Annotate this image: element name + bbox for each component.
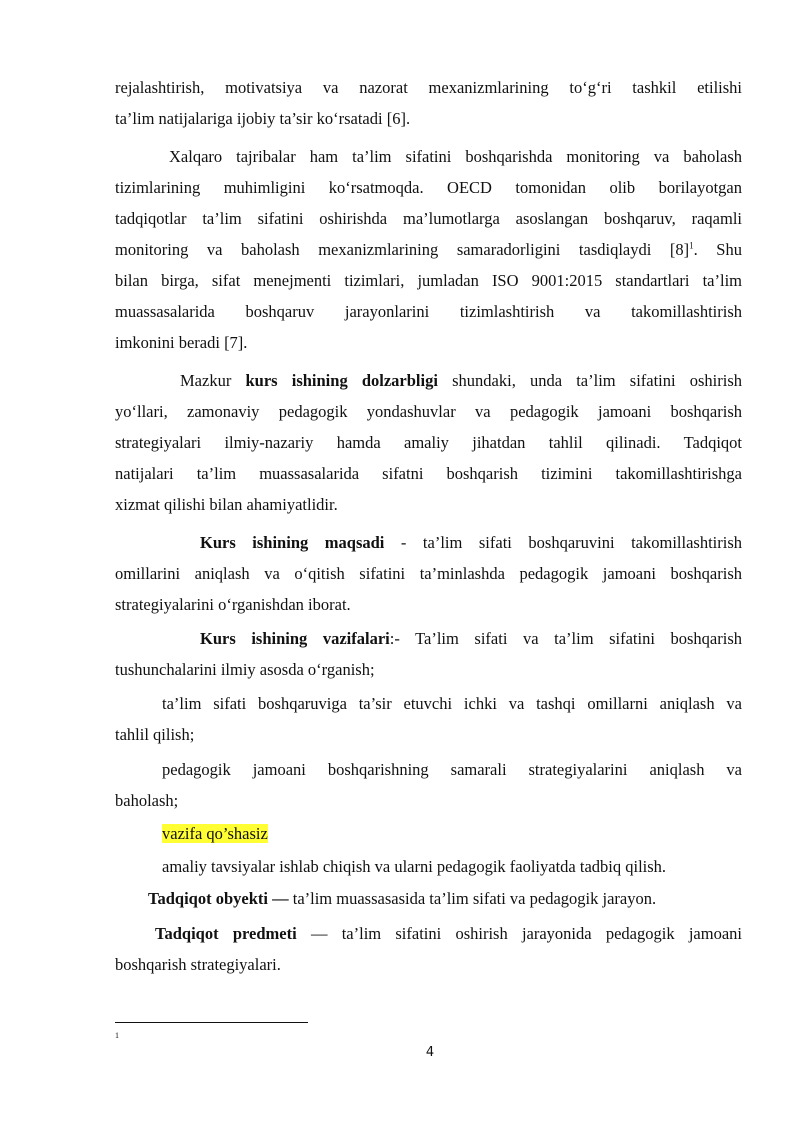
- paragraph-line: tizimlarining muhimligini ko‘rsatmoqda. OECD tomonidan olib borilayotgan: [115, 178, 742, 197]
- paragraph-line: ta’lim sifati boshqaruviga ta’sir etuvchi ichki va tashqi omillarni aniqlash va: [162, 694, 742, 713]
- paragraph-line: natijalari ta’lim muassasalarida sifatni boshqarish tizimini takomillashtirishga: [115, 464, 742, 483]
- paragraph-line: tushunchalarini ilmiy asosda o‘rganish;: [115, 660, 375, 679]
- paragraph-line: [200, 527, 742, 558]
- paragraph-line: [180, 365, 742, 396]
- paragraph-text: . Shu: [693, 240, 742, 259]
- paragraph-text: monitoring va baholash mexanizmlarining samaradorligini tasdiqlaydi [8]: [115, 240, 690, 259]
- paragraph-line: baholash;: [115, 791, 179, 810]
- paragraph-line: [148, 883, 742, 914]
- paragraph-line: boshqarish strategiyalari.: [115, 955, 281, 974]
- paragraph-text: :- Ta’lim sifati va ta’lim sifatini boshqarish: [389, 629, 742, 648]
- bold-term: Tadqiqot obyekti —: [148, 889, 289, 908]
- paragraph-line: xizmat qilishi bilan ahamiyatlidir.: [115, 495, 338, 514]
- paragraph-text: Mazkur: [180, 371, 246, 390]
- paragraph-line: Xalqaro tajribalar ham ta’lim sifatini boshqarishda monitoring va baholash: [169, 147, 742, 166]
- paragraph-line: muassasalarida boshqaruv jarayonlarini tizimlashtirish va takomillashtirish: [115, 302, 742, 321]
- footnote-reference[interactable]: 1: [689, 240, 694, 251]
- footnote-number: 1: [115, 1031, 119, 1040]
- paragraph-line: [200, 623, 742, 654]
- paragraph-line: [115, 234, 742, 265]
- paragraph-line: strategiyalarini o‘rganishdan iborat.: [115, 595, 351, 614]
- paragraph-line: imkonini beradi [7].: [115, 333, 248, 352]
- paragraph-text: ta’lim muassasasida ta’lim sifati va pedagogik jarayon.: [288, 889, 657, 908]
- paragraph-line: [155, 918, 742, 949]
- paragraph-line: yo‘llari, zamonaviy pedagogik yondashuvlar va pedagogik jamoani boshqarish: [115, 402, 742, 421]
- paragraph-text: — ta’lim sifatini oshirish jarayonida pedagogik jamoani: [296, 924, 742, 943]
- page-number: 4: [425, 1045, 435, 1060]
- paragraph-line: ta’lim natijalariga ijobiy ta’sir ko‘rsatadi [6].: [115, 109, 411, 128]
- paragraph-line: bilan birga, sifat menejmenti tizimlari, jumladan ISO 9001:2015 standartlari ta’lim: [115, 271, 742, 290]
- paragraph-line: strategiyalari ilmiy-nazariy hamda amaliy jihatdan tahlil qilinadi. Tadqiqot: [115, 433, 742, 452]
- paragraph-text: shundaki, unda ta’lim sifatini oshirish: [437, 371, 743, 390]
- highlighted-text: vazifa qo’shasiz: [162, 824, 268, 843]
- paragraph-line: tahlil qilish;: [115, 725, 195, 744]
- paragraph-line: rejalashtirish, motivatsiya va nazorat mexanizmlarining to‘g‘ri tashkil etilishi: [115, 78, 742, 97]
- paragraph-line: omillarini aniqlash va o‘qitish sifatini ta’minlashda pedagogik jamoani boshqarish: [115, 564, 742, 583]
- paragraph-line: tadqiqotlar ta’lim sifatini oshirishda ma’lumotlarga asoslangan boshqaruv, raqamli: [115, 209, 742, 228]
- bold-term: Tadqiqot predmeti: [155, 924, 297, 943]
- paragraph-line: amaliy tavsiyalar ishlab chiqish va ularni pedagogik faoliyatda tadbiq qilish.: [162, 857, 667, 876]
- bold-term: Kurs ishining maqsadi: [200, 533, 385, 552]
- bold-term: kurs ishining dolzarbligi: [245, 371, 438, 390]
- paragraph-line: [162, 818, 268, 849]
- bold-term: Kurs ishining vazifalari: [200, 629, 390, 648]
- paragraph-line: pedagogik jamoani boshqarishning samarali strategiyalarini aniqlash va: [162, 760, 742, 779]
- paragraph-text: - ta’lim sifati boshqaruvini takomillashtirish: [384, 533, 742, 552]
- footnote-separator: [115, 1022, 308, 1023]
